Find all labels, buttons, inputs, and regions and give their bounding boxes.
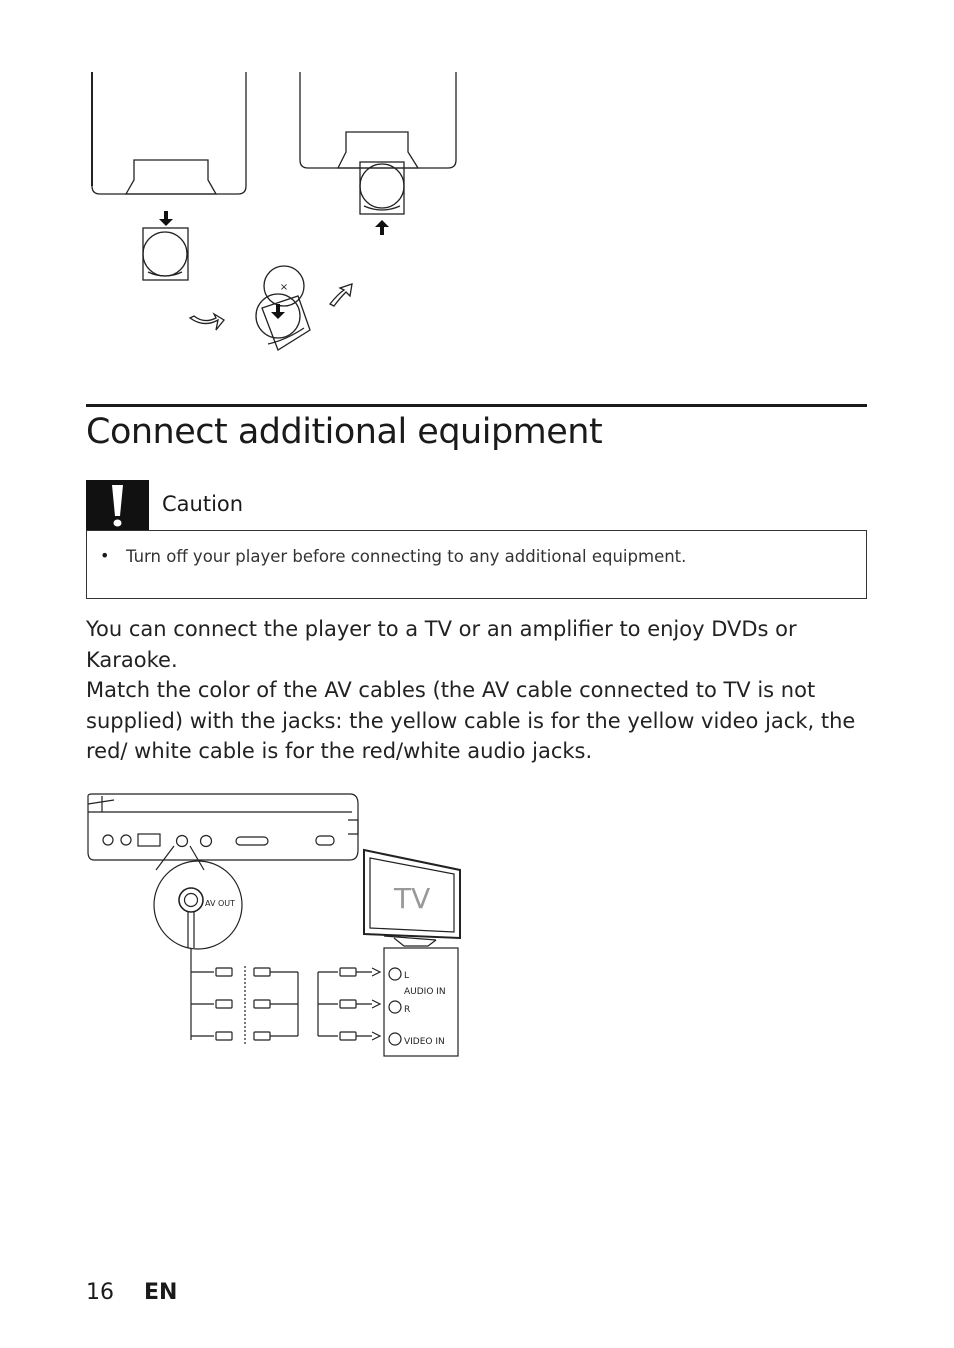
caution-item: Turn off your player before connecting to any additional equipment. bbox=[126, 547, 687, 566]
disc-installation-illustration bbox=[86, 68, 466, 358]
body-paragraph-1: You can connect the player to a TV or an amplifier to enjoy DVDs or Karaoke. bbox=[86, 617, 797, 672]
audio-r-label: R bbox=[404, 1005, 411, 1015]
audio-in-label: AUDIO IN bbox=[404, 987, 446, 997]
page-number: 16 bbox=[86, 1280, 114, 1305]
section-title: Connect additional equipment bbox=[86, 412, 603, 452]
section-rule bbox=[86, 404, 867, 407]
caution-exclamation-icon bbox=[86, 480, 149, 530]
caution-bullet: • bbox=[100, 546, 110, 565]
caution-title: Caution bbox=[162, 492, 244, 516]
av-out-label: AV OUT bbox=[205, 899, 236, 908]
av-connection-diagram bbox=[84, 790, 464, 1060]
svg-text:×: × bbox=[279, 282, 289, 293]
audio-l-label: L bbox=[404, 971, 410, 981]
video-in-label: VIDEO IN bbox=[404, 1037, 445, 1047]
body-text bbox=[86, 614, 876, 767]
body-paragraph-2: Match the color of the AV cables (the AV cable connected to TV is not supplied) with the jacks: the yellow cable is for the yellow video jack, the red/ white cable is for the red/white audio jacks. bbox=[86, 678, 856, 763]
page-language: EN bbox=[144, 1280, 178, 1305]
tv-label: TV bbox=[394, 882, 431, 915]
